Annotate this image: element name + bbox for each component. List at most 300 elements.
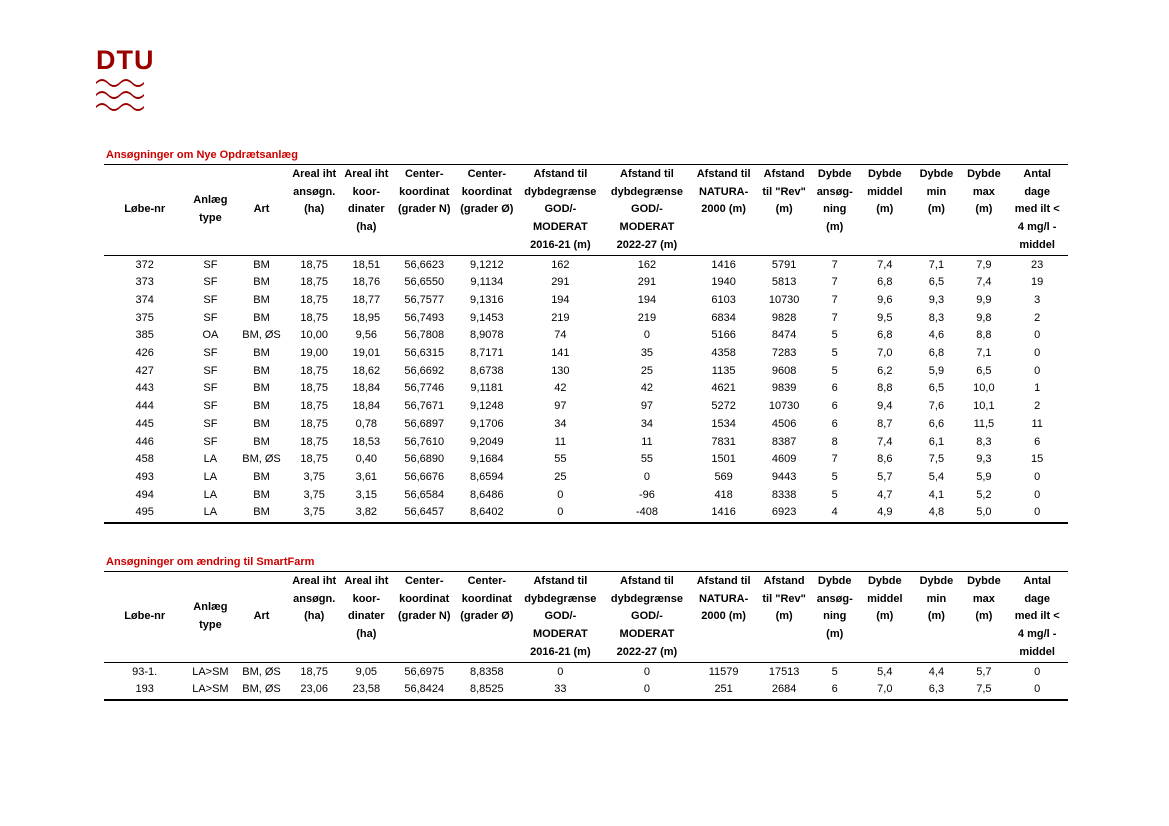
table-cell: 3,15 xyxy=(355,488,378,501)
table-cell: 374 xyxy=(135,293,154,306)
section-title-new-facilities: Ansøgninger om Nye Opdrætsanlæg xyxy=(106,149,298,161)
table-cell: 6,5 xyxy=(928,276,945,289)
table-cell: 17513 xyxy=(768,665,800,678)
table-cell: SF xyxy=(203,293,218,306)
table-cell: 3,75 xyxy=(288,504,341,523)
table-cell: 35 xyxy=(640,347,654,360)
table-cell: 19,00 xyxy=(300,347,328,360)
smartfarm-table xyxy=(104,571,1068,701)
table-cell: 0 xyxy=(1034,364,1041,377)
table-cell: 0 xyxy=(517,504,604,523)
table-cell: 8,6 xyxy=(877,453,893,466)
table-cell: 18,84 xyxy=(352,382,381,395)
table-cell: 9,1684 xyxy=(470,453,504,466)
table-cell: 93-1. xyxy=(132,665,158,678)
table-cell: 56,6676 xyxy=(404,470,445,483)
table-cell: 5,9 xyxy=(928,364,945,377)
table-cell: 9,1316 xyxy=(470,293,504,306)
table-cell: 494 xyxy=(135,488,154,501)
table-cell: 6923 xyxy=(757,504,811,523)
table-cell: LA xyxy=(203,470,218,483)
table-cell: 3,75 xyxy=(303,488,325,501)
table-cell: 55 xyxy=(640,453,654,466)
table-cell: 55 xyxy=(554,453,567,466)
table-cell: 5 xyxy=(831,329,838,342)
table-cell: 56,6550 xyxy=(404,276,445,289)
table-cell: 5791 xyxy=(771,258,797,271)
table-cell: 0 xyxy=(1034,329,1041,342)
table-cell: 1416 xyxy=(711,258,736,271)
table-cell: 8,8 xyxy=(976,329,992,342)
table-cell: 18,75 xyxy=(300,276,328,289)
table-cell: 7,0 xyxy=(877,347,893,360)
table-cell: 4 xyxy=(811,504,858,523)
section-title-smartfarm: Ansøgninger om ændring til SmartFarm xyxy=(106,556,315,568)
dtu-logo-waves-icon xyxy=(96,76,146,116)
column-header: Areal iht koor- dinater (ha) xyxy=(341,572,392,663)
table-cell: 7831 xyxy=(711,435,736,448)
table-cell: 42 xyxy=(640,382,654,395)
column-header: Antal dage med ilt < 4 mg/l - middel xyxy=(1006,165,1068,256)
table-cell: 2 xyxy=(1034,400,1041,413)
table-cell: 18,75 xyxy=(300,665,328,678)
table-cell: BM xyxy=(253,382,270,395)
table-cell: 5 xyxy=(831,470,838,483)
table-cell: 18,51 xyxy=(352,258,381,271)
table-cell: 9,9 xyxy=(976,293,992,306)
table-cell: 56,6315 xyxy=(404,347,445,360)
table-row xyxy=(104,662,1068,681)
table-cell: 7,6 xyxy=(928,400,945,413)
table-cell: 18,75 xyxy=(300,453,328,466)
table-cell: 18,77 xyxy=(352,293,381,306)
table-cell: LA xyxy=(203,453,218,466)
table-cell: 8,8525 xyxy=(457,681,518,700)
table-cell: 1534 xyxy=(711,417,736,430)
table-cell: 8,7 xyxy=(877,417,893,430)
table-row xyxy=(104,416,1068,434)
table-cell: 18,75 xyxy=(300,258,328,271)
table-cell: 18,62 xyxy=(352,364,381,377)
table-cell: SF xyxy=(203,347,218,360)
table-cell: 194 xyxy=(551,293,570,306)
table-cell: BM xyxy=(253,293,270,306)
column-header: Center- koordinat (grader Ø) xyxy=(457,572,518,663)
table-cell: 8,8358 xyxy=(470,665,504,678)
table-cell: 443 xyxy=(135,382,154,395)
column-header: Dybde max (m) xyxy=(961,572,1006,663)
table-cell: 5,9 xyxy=(976,470,992,483)
column-header: Afstand til "Rev" (m) xyxy=(757,165,811,256)
table-cell: BM xyxy=(235,504,287,523)
table-cell: 56,6897 xyxy=(404,417,445,430)
table-cell: 418 xyxy=(714,488,733,501)
column-header: Afstand til dybdegrænse GOD/- MODERAT 2022-27 (m) xyxy=(604,165,691,256)
table-cell: 3,61 xyxy=(355,470,378,483)
table-cell: 0 xyxy=(1006,681,1068,700)
table-cell: 7,0 xyxy=(858,681,911,700)
table-cell: 8,8 xyxy=(877,382,893,395)
table-cell: 4,8 xyxy=(911,504,961,523)
table-cell: 23 xyxy=(1031,258,1044,271)
table-cell: 8,6486 xyxy=(470,488,504,501)
table-cell: 219 xyxy=(551,311,570,324)
column-header: Dybde middel (m) xyxy=(858,572,911,663)
table-cell: 2684 xyxy=(757,681,811,700)
table-cell: 56,6584 xyxy=(404,488,445,501)
table-cell: 9,1134 xyxy=(470,276,504,289)
table-cell: BM xyxy=(253,470,270,483)
column-header: Art xyxy=(235,572,287,663)
table-cell: 9,1706 xyxy=(470,417,504,430)
table-cell: 6,6 xyxy=(928,417,945,430)
table-cell: 6834 xyxy=(711,311,736,324)
table-cell: 0 xyxy=(1034,665,1041,678)
table-cell: 10,00 xyxy=(300,329,328,342)
table-cell: 194 xyxy=(637,293,657,306)
table-cell: 385 xyxy=(135,329,154,342)
table-cell: 445 xyxy=(135,417,154,430)
table-cell: 11579 xyxy=(708,665,739,678)
table-cell: 9,1453 xyxy=(470,311,504,324)
table-cell: 1416 xyxy=(690,504,757,523)
column-header: Antal dage med ilt < 4 mg/l - middel xyxy=(1006,572,1068,663)
table-cell: 291 xyxy=(551,276,570,289)
table-cell: 56,7808 xyxy=(404,329,445,342)
table-cell: 9,56 xyxy=(355,329,378,342)
table-cell: 446 xyxy=(135,435,154,448)
table-cell: 9,3 xyxy=(976,453,992,466)
dtu-logo xyxy=(96,45,155,118)
table-cell: 6,3 xyxy=(911,681,961,700)
table-cell: 18,95 xyxy=(352,311,381,324)
table-row xyxy=(104,451,1068,469)
table-cell: BM xyxy=(253,435,270,448)
table-cell: 8,3 xyxy=(928,311,945,324)
table-cell: 5,7 xyxy=(877,470,893,483)
table-cell: 7,4 xyxy=(877,258,893,271)
table-cell: 427 xyxy=(135,364,154,377)
table-cell: LA xyxy=(203,488,218,501)
table-cell: 18,75 xyxy=(300,364,328,377)
column-header: Afstand til dybdegrænse GOD/- MODERAT 2016-21 (m) xyxy=(517,572,604,663)
table-cell: 18,75 xyxy=(300,435,328,448)
column-header: Art xyxy=(235,165,287,256)
table-row xyxy=(104,487,1068,505)
table-cell: 4,6 xyxy=(928,329,945,342)
table-cell: 6 xyxy=(1034,435,1041,448)
table-cell: 9,6 xyxy=(877,293,893,306)
table-cell: 23,58 xyxy=(341,681,392,700)
table-cell: 0,78 xyxy=(355,417,378,430)
table-cell: 4621 xyxy=(711,382,736,395)
table-cell: 19 xyxy=(1031,276,1044,289)
table-cell: BM xyxy=(253,364,270,377)
table-cell: 8,6402 xyxy=(457,504,518,523)
table-row xyxy=(104,681,1068,700)
table-cell: LA>SM xyxy=(192,665,229,678)
table-cell: 372 xyxy=(135,258,154,271)
table-cell: 7 xyxy=(831,311,838,324)
table-cell: 18,75 xyxy=(300,382,328,395)
column-header: Afstand til dybdegrænse GOD/- MODERAT 2016-21 (m) xyxy=(517,165,604,256)
table-cell: 0,40 xyxy=(355,453,378,466)
table-cell: 7,5 xyxy=(928,453,945,466)
table-cell: SF xyxy=(203,400,218,413)
table-cell: 56,6975 xyxy=(404,665,445,678)
table-cell: 10730 xyxy=(768,293,800,306)
table-cell: 8474 xyxy=(771,329,797,342)
table-cell: 10730 xyxy=(768,400,800,413)
table-cell: 56,7493 xyxy=(404,311,445,324)
table-cell: 162 xyxy=(637,258,657,271)
table-cell: 11,5 xyxy=(973,417,995,430)
column-header: Dybde min (m) xyxy=(911,572,961,663)
column-header: Afstand til dybdegrænse GOD/- MODERAT 2022-27 (m) xyxy=(604,572,691,663)
table-row xyxy=(104,345,1068,363)
table-cell: 56,6692 xyxy=(404,364,445,377)
table-cell: 7,9 xyxy=(976,258,992,271)
table-cell: 5 xyxy=(831,665,838,678)
table-cell: 0 xyxy=(557,488,564,501)
table-cell: OA xyxy=(202,329,219,342)
table-cell: 9443 xyxy=(771,470,797,483)
table-cell: 5,4 xyxy=(877,665,893,678)
table-row xyxy=(104,363,1068,381)
column-header: Anlæg type xyxy=(185,572,235,663)
table-cell: 5 xyxy=(831,347,838,360)
table-cell: SF xyxy=(203,276,218,289)
table-cell: 0 xyxy=(643,665,650,678)
table-cell: 34 xyxy=(554,417,567,430)
table-row xyxy=(104,274,1068,292)
table-cell: 6,1 xyxy=(928,435,945,448)
table-cell: SF xyxy=(203,382,218,395)
table-cell: 6 xyxy=(831,400,838,413)
table-cell: 6 xyxy=(811,681,858,700)
column-header: Afstand til NATURA- 2000 (m) xyxy=(690,165,757,256)
table-cell: 6,8 xyxy=(877,276,893,289)
table-cell: 495 xyxy=(104,504,185,523)
table-cell: 9,1181 xyxy=(470,382,504,395)
table-cell: 7,1 xyxy=(928,258,945,271)
table-cell: 97 xyxy=(554,400,567,413)
table-cell: 5,7 xyxy=(976,665,992,678)
table-cell: 1940 xyxy=(711,276,736,289)
table-cell: 4609 xyxy=(771,453,797,466)
column-header: Løbe-nr xyxy=(104,165,185,256)
table-cell: 9828 xyxy=(771,311,797,324)
column-header: Dybde min (m) xyxy=(911,165,961,256)
table-cell: 8,6738 xyxy=(470,364,504,377)
table-cell: 5,0 xyxy=(961,504,1006,523)
table-cell: BM, ØS xyxy=(242,665,281,678)
table-cell: 8,9078 xyxy=(470,329,504,342)
column-header: Dybde ansøg- ning (m) xyxy=(811,165,858,256)
table-cell: 4,4 xyxy=(928,665,945,678)
table-cell: 6 xyxy=(831,382,838,395)
table-cell: 10,0 xyxy=(973,382,995,395)
table-cell: 3,75 xyxy=(303,470,325,483)
table-cell: 7,4 xyxy=(877,435,893,448)
table-cell: 493 xyxy=(135,470,154,483)
dtu-logo-text: DTU xyxy=(96,45,155,75)
table-cell: 23,06 xyxy=(288,681,341,700)
table-cell: BM xyxy=(253,311,270,324)
table-row xyxy=(104,504,1068,523)
table-cell: 0 xyxy=(1006,504,1068,523)
table-cell: 97 xyxy=(640,400,654,413)
table-cell: 56,8424 xyxy=(392,681,457,700)
table-cell: 9,1212 xyxy=(470,258,504,271)
table-cell: 141 xyxy=(551,347,570,360)
table-cell: BM, ØS xyxy=(242,453,281,466)
column-header: Center- koordinat (grader Ø) xyxy=(457,165,518,256)
table-cell: 8,6594 xyxy=(470,470,504,483)
table-cell: 56,6890 xyxy=(404,453,445,466)
table-cell: 7 xyxy=(831,276,838,289)
table-cell: -408 xyxy=(604,504,691,523)
table-cell: 373 xyxy=(135,276,154,289)
table-cell: 0 xyxy=(1034,347,1041,360)
table-cell: BM, ØS xyxy=(235,681,287,700)
table-cell: 18,75 xyxy=(300,417,328,430)
table-cell: 56,6457 xyxy=(392,504,457,523)
table-cell: 9,4 xyxy=(877,400,893,413)
table-cell: 3,82 xyxy=(341,504,392,523)
table-cell: 375 xyxy=(135,311,154,324)
table-cell: 56,7671 xyxy=(404,400,445,413)
table-cell: 11 xyxy=(554,435,567,448)
table-cell: 56,7746 xyxy=(404,382,445,395)
table-cell: 8387 xyxy=(771,435,797,448)
table-row xyxy=(104,327,1068,345)
column-header: Dybde ansøg- ning (m) xyxy=(811,572,858,663)
header-row xyxy=(104,165,1068,256)
table-cell: 11 xyxy=(1031,417,1043,430)
table-cell: SF xyxy=(203,417,218,430)
header-row xyxy=(104,572,1068,663)
table-cell: 3 xyxy=(1034,293,1041,306)
table-cell: 9,5 xyxy=(877,311,893,324)
table-cell: SF xyxy=(203,311,218,324)
table-cell: 25 xyxy=(640,364,654,377)
column-header: Afstand til "Rev" (m) xyxy=(757,572,811,663)
table-row xyxy=(104,469,1068,487)
table-cell: 7,5 xyxy=(961,681,1006,700)
table-cell: 0 xyxy=(643,329,650,342)
table-cell: 8338 xyxy=(771,488,797,501)
table-cell: 5813 xyxy=(771,276,797,289)
column-header: Dybde middel (m) xyxy=(858,165,911,256)
table-row xyxy=(104,434,1068,452)
table-cell: 5272 xyxy=(711,400,736,413)
column-header: Afstand til NATURA- 2000 (m) xyxy=(690,572,757,663)
table-cell: 4,1 xyxy=(928,488,945,501)
table-cell: 9608 xyxy=(771,364,797,377)
table-cell: 56,6623 xyxy=(404,258,445,271)
table-cell: 9,05 xyxy=(355,665,378,678)
table-cell: 291 xyxy=(637,276,657,289)
table-cell: 18,75 xyxy=(300,400,328,413)
table-cell: 1501 xyxy=(711,453,736,466)
table-cell: 56,7577 xyxy=(404,293,445,306)
table-cell: 6,8 xyxy=(877,329,893,342)
table-cell: 8 xyxy=(831,435,838,448)
table-cell: LA xyxy=(185,504,235,523)
table-cell: 18,84 xyxy=(352,400,381,413)
table-cell: 11 xyxy=(641,435,653,448)
table-cell: 458 xyxy=(135,453,154,466)
table-cell: 1135 xyxy=(711,364,736,377)
table-cell: 18,75 xyxy=(300,311,328,324)
table-cell: 8,3 xyxy=(976,435,992,448)
table-cell: 6,5 xyxy=(976,364,992,377)
table-cell: BM xyxy=(253,400,270,413)
table-cell: 6 xyxy=(831,417,838,430)
table-cell: 0 xyxy=(1034,470,1041,483)
table-cell: 9,3 xyxy=(928,293,945,306)
table-cell: 7283 xyxy=(771,347,797,360)
table-cell: 162 xyxy=(551,258,570,271)
table-cell: 9,8 xyxy=(976,311,992,324)
table-row xyxy=(104,292,1068,310)
table-cell: -96 xyxy=(638,488,655,501)
table-cell: 1 xyxy=(1034,382,1041,395)
table-cell: 9,1248 xyxy=(470,400,504,413)
table-cell: 18,75 xyxy=(300,293,328,306)
table-cell: 6,8 xyxy=(928,347,945,360)
table-cell: 5 xyxy=(831,488,838,501)
table-cell: 7 xyxy=(831,293,838,306)
table-cell: 6103 xyxy=(711,293,736,306)
table-cell: 74 xyxy=(554,329,567,342)
table-cell: 569 xyxy=(714,470,733,483)
table-cell: 18,53 xyxy=(352,435,381,448)
table-cell: 2 xyxy=(1034,311,1041,324)
table-cell: 10,1 xyxy=(973,400,995,413)
table-cell: BM xyxy=(253,488,270,501)
table-row xyxy=(104,380,1068,398)
table-cell: SF xyxy=(203,364,218,377)
table-cell: SF xyxy=(203,435,218,448)
table-cell: 4506 xyxy=(771,417,797,430)
table-cell: 9,2049 xyxy=(470,435,504,448)
table-cell: 193 xyxy=(104,681,185,700)
table-cell: 4358 xyxy=(711,347,736,360)
table-cell: 0 xyxy=(557,665,564,678)
table-cell: 7,4 xyxy=(976,276,992,289)
table-cell: 7 xyxy=(831,258,838,271)
table-row xyxy=(104,398,1068,416)
table-cell: BM xyxy=(253,258,270,271)
column-header: Areal iht ansøgn. (ha) xyxy=(288,572,341,663)
table-cell: 5 xyxy=(831,364,838,377)
table-cell: BM, ØS xyxy=(242,329,281,342)
column-header: Anlæg type xyxy=(185,165,235,256)
table-cell: 42 xyxy=(554,382,567,395)
table-cell: 34 xyxy=(640,417,654,430)
table-cell: 0 xyxy=(643,470,650,483)
table-cell: 18,76 xyxy=(352,276,381,289)
table-cell: 4,7 xyxy=(877,488,893,501)
table-cell: 219 xyxy=(637,311,657,324)
table-cell: 19,01 xyxy=(352,347,381,360)
table-cell: 33 xyxy=(517,681,604,700)
table-cell: 6,2 xyxy=(877,364,893,377)
table-cell: 4,9 xyxy=(858,504,911,523)
table-cell: 251 xyxy=(690,681,757,700)
